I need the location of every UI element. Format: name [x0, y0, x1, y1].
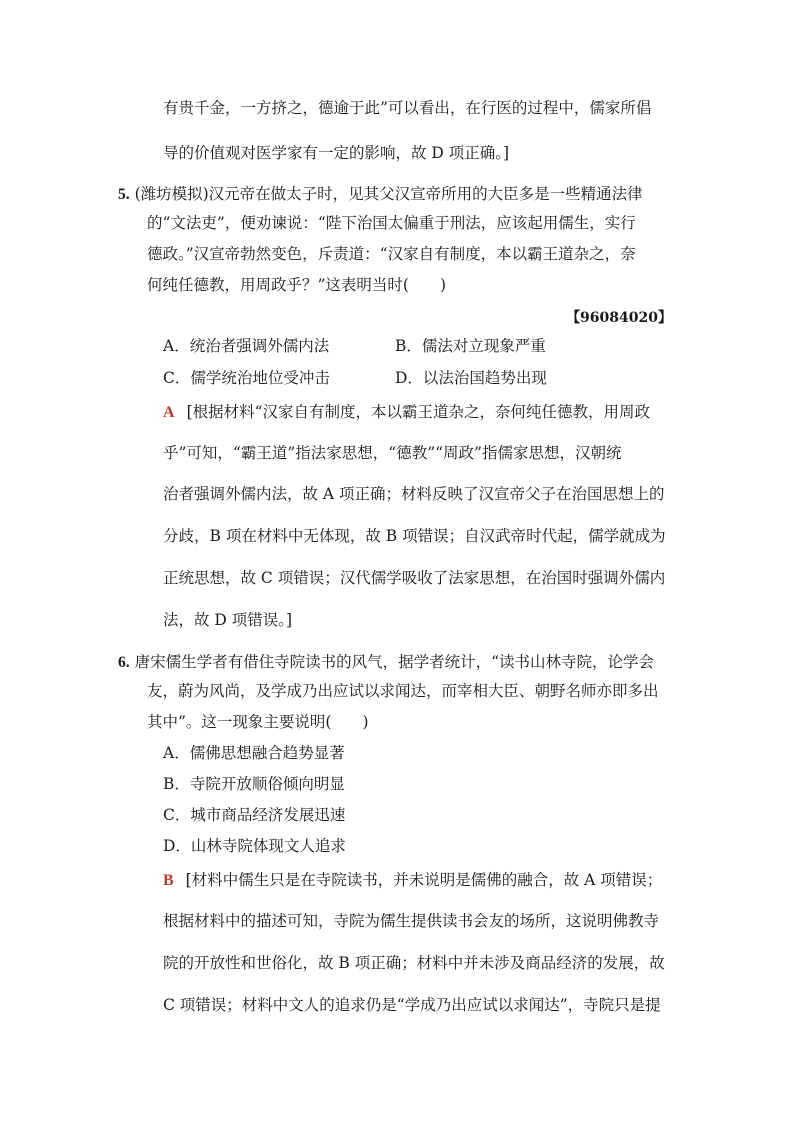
question-number: 6. [118, 654, 130, 671]
text-line: 唐宋儒生学者有借住寺院读书的风气，据学者统计，“读书山林寺院，论学会 [134, 653, 654, 671]
answer-letter: B [163, 872, 174, 889]
text-line: 院的开放性和世俗化，故 B 项正确；材料中并未涉及商品经济的发展，故 [163, 954, 665, 972]
text-line: 友，蔚为风尚，及学成乃出应试以求闻达，而宰相大臣、朝野名师亦即多出 [147, 682, 659, 700]
option-a: A．统治者强调外儒内法 [163, 337, 330, 355]
text-line: 治者强调外儒内法，故 A 项正确；材料反映了汉宣帝父子在治国思想上的 [163, 485, 665, 503]
option-a: A．儒佛思想融合趋势显著 [163, 744, 345, 762]
question-number: 5. [118, 186, 130, 203]
option-d: D．山林寺院体现文人追求 [163, 837, 346, 855]
question-5-stem [118, 184, 643, 205]
answer-letter: A [163, 404, 175, 421]
text-line: 根据材料中的描述可知，寺院为儒生提供读书会友的场所，这说明佛教寺 [163, 912, 660, 930]
option-b: B．寺院开放顺俗倾向明显 [163, 775, 345, 793]
option-d: D．以法治国趋势出现 [395, 369, 547, 387]
text-line: 德政。”汉宣帝勃然变色，斥责道：“汉家自有制度，本以霸王道杂之，奈 [147, 245, 636, 263]
text-line: C 项错误；材料中文人的追求仍是“学成乃出应试以求闻达”，寺院只是提 [163, 996, 661, 1014]
text-line: 法，故 D 项错误。] [163, 611, 293, 629]
text-line: (潍坊模拟)汉元帝在做太子时，见其父汉宣帝所用的大臣多是一些精通法律 [134, 185, 643, 203]
answer-explanation [163, 870, 662, 891]
text-line: 正统思想，故 C 项错误；汉代儒学吸收了法家思想，在治国时强调外儒内 [163, 569, 666, 587]
text-line: [根据材料“汉家自有制度，本以霸王道杂之，奈何纯任德教，用周政 [186, 403, 651, 421]
text-line: 其中”。这一现象主要说明( ) [147, 713, 369, 731]
option-b: B．儒法对立现象严重 [395, 337, 546, 355]
text-line: 有贵千金，一方挤之，德逾于此”可以看出，在行医的过程中，儒家所倡 [163, 99, 652, 117]
option-c: C．儒学统治地位受冲击 [163, 369, 330, 387]
text-line: 何纯任德教，用周政乎？”这表明当时( ) [147, 276, 447, 294]
text-line: 导的价值观对医学家有一定的影响，故 D 项正确。] [163, 144, 510, 162]
answer-explanation [163, 402, 650, 423]
text-line: 分歧，B 项在材料中无体现，故 B 项错误；自汉武帝时代起，儒学就成为 [163, 527, 666, 545]
text-line: 乎”可知，“霸王道”指法家思想，“德教”“周政”指儒家思想，汉朝统 [163, 444, 622, 462]
option-c: C．城市商品经济发展迅速 [163, 806, 346, 824]
text-line: [材料中儒生只是在寺院读书，并未说明是儒佛的融合，故 A 项错误； [185, 871, 663, 889]
question-code: 【96084020】 [566, 310, 672, 326]
text-line: 的“文法吏”，便劝谏说：“陛下治国太偏重于刑法，应该起用儒生，实行 [147, 214, 636, 232]
question-6-stem [118, 652, 654, 673]
